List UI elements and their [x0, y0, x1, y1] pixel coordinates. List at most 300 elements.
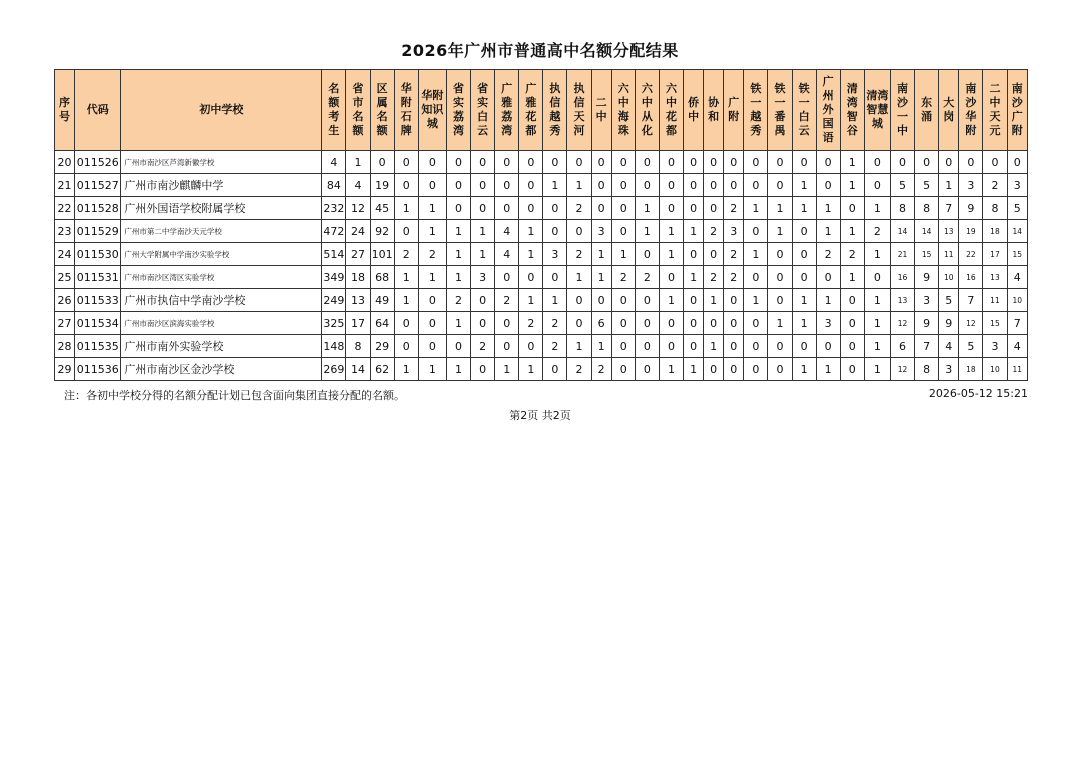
- cell-code: 011527: [75, 174, 121, 197]
- cell-value: 7: [959, 289, 983, 312]
- cell-value: 1: [543, 289, 567, 312]
- header-col: 省实荔湾: [446, 70, 470, 151]
- cell-value: 3: [983, 335, 1007, 358]
- cell-value: 0: [864, 174, 890, 197]
- cell-value: 68: [370, 266, 394, 289]
- cell-value: 2: [840, 243, 864, 266]
- cell-value: 0: [840, 312, 864, 335]
- cell-value: 11: [939, 243, 959, 266]
- header-col: 二中天元: [983, 70, 1007, 151]
- header-col: 华附石牌: [394, 70, 418, 151]
- cell-value: 17: [983, 243, 1007, 266]
- cell-value: 0: [744, 220, 768, 243]
- cell-value: 0: [704, 312, 724, 335]
- cell-seq: 23: [55, 220, 75, 243]
- cell-value: 0: [394, 220, 418, 243]
- cell-value: 0: [704, 197, 724, 220]
- header-col: 执信天河: [567, 70, 591, 151]
- cell-value: 0: [611, 197, 635, 220]
- header-col: 省市名额: [346, 70, 370, 151]
- cell-value: 11: [1007, 358, 1028, 381]
- cell-value: 0: [519, 197, 543, 220]
- cell-value: 0: [659, 335, 683, 358]
- table-row: [55, 358, 1028, 381]
- cell-value: 0: [635, 174, 659, 197]
- header-col: 广雅花都: [519, 70, 543, 151]
- cell-value: 12: [890, 312, 914, 335]
- cell-value: 13: [346, 289, 370, 312]
- header-col: 执信越秀: [543, 70, 567, 151]
- cell-value: 5: [890, 174, 914, 197]
- cell-value: 8: [346, 335, 370, 358]
- cell-value: 249: [322, 289, 346, 312]
- header-col: 六中从化: [635, 70, 659, 151]
- cell-value: 2: [816, 243, 840, 266]
- cell-school: 广州市执信中学南沙学校: [121, 289, 322, 312]
- cell-seq: 25: [55, 266, 75, 289]
- cell-value: 1: [792, 358, 816, 381]
- cell-value: 13: [939, 220, 959, 243]
- cell-value: 1: [792, 174, 816, 197]
- cell-value: 0: [591, 151, 611, 174]
- cell-value: 29: [370, 335, 394, 358]
- cell-value: 1: [519, 220, 543, 243]
- cell-value: 18: [346, 266, 370, 289]
- cell-value: 0: [659, 266, 683, 289]
- cell-value: 1: [567, 266, 591, 289]
- cell-value: 0: [591, 289, 611, 312]
- cell-value: 0: [768, 335, 792, 358]
- cell-value: 5: [1007, 197, 1028, 220]
- cell-value: 1: [816, 358, 840, 381]
- cell-value: 0: [591, 174, 611, 197]
- cell-value: 0: [939, 151, 959, 174]
- cell-value: 3: [543, 243, 567, 266]
- cell-value: 0: [724, 312, 744, 335]
- cell-value: 0: [611, 312, 635, 335]
- cell-value: 0: [768, 243, 792, 266]
- cell-value: 2: [704, 266, 724, 289]
- cell-value: 16: [890, 266, 914, 289]
- cell-value: 9: [939, 312, 959, 335]
- cell-value: 0: [744, 266, 768, 289]
- cell-value: 0: [724, 151, 744, 174]
- header-code: 代码: [75, 70, 121, 151]
- cell-value: 1: [792, 312, 816, 335]
- cell-value: 0: [471, 289, 495, 312]
- table-row: [55, 335, 1028, 358]
- cell-value: 1: [418, 266, 446, 289]
- cell-value: 325: [322, 312, 346, 335]
- cell-value: 1: [659, 220, 683, 243]
- cell-value: 13: [890, 289, 914, 312]
- table-row: [55, 174, 1028, 197]
- cell-value: 62: [370, 358, 394, 381]
- header-col: 清湾智谷: [840, 70, 864, 151]
- cell-value: 0: [890, 151, 914, 174]
- cell-value: 101: [370, 243, 394, 266]
- cell-value: 0: [635, 358, 659, 381]
- cell-value: 3: [1007, 174, 1028, 197]
- page-indicator: 第2页 共2页: [509, 409, 571, 422]
- header-col: 广雅荔湾: [495, 70, 519, 151]
- cell-value: 1: [446, 220, 470, 243]
- cell-value: 1: [864, 358, 890, 381]
- cell-value: 4: [495, 243, 519, 266]
- cell-value: 15: [983, 312, 1007, 335]
- cell-value: 0: [394, 174, 418, 197]
- cell-value: 1: [684, 358, 704, 381]
- cell-value: 0: [768, 358, 792, 381]
- header-col: 二中: [591, 70, 611, 151]
- cell-value: 0: [495, 151, 519, 174]
- cell-value: 0: [495, 174, 519, 197]
- cell-value: 21: [890, 243, 914, 266]
- cell-value: 1: [567, 174, 591, 197]
- cell-value: 1: [768, 312, 792, 335]
- cell-value: 0: [744, 335, 768, 358]
- cell-value: 24: [346, 220, 370, 243]
- cell-value: 2: [864, 220, 890, 243]
- cell-value: 2: [567, 358, 591, 381]
- cell-value: 4: [939, 335, 959, 358]
- cell-value: 4: [346, 174, 370, 197]
- header-col: 东涌: [915, 70, 939, 151]
- cell-value: 1: [543, 174, 567, 197]
- cell-value: 1: [744, 289, 768, 312]
- cell-code: 011536: [75, 358, 121, 381]
- cell-value: 1: [394, 266, 418, 289]
- cell-school: 广州市南沙麒麟中学: [121, 174, 322, 197]
- cell-value: 1: [744, 197, 768, 220]
- header-col: 名额考生: [322, 70, 346, 151]
- cell-value: 0: [495, 197, 519, 220]
- cell-value: 1: [346, 151, 370, 174]
- cell-value: 1: [418, 358, 446, 381]
- cell-school: 广州市南沙区滨海实验学校: [121, 312, 322, 335]
- table-row: [55, 243, 1028, 266]
- cell-value: 14: [1007, 220, 1028, 243]
- cell-value: 0: [611, 289, 635, 312]
- cell-value: 1: [394, 197, 418, 220]
- cell-school: 广州市南沙区芦湾新徽学校: [121, 151, 322, 174]
- cell-value: 0: [567, 151, 591, 174]
- cell-value: 1: [611, 243, 635, 266]
- cell-value: 22: [959, 243, 983, 266]
- cell-value: 0: [611, 335, 635, 358]
- cell-value: 3: [591, 220, 611, 243]
- cell-value: 4: [1007, 266, 1028, 289]
- header-col: 六中花都: [659, 70, 683, 151]
- cell-value: 2: [724, 197, 744, 220]
- cell-value: 0: [543, 220, 567, 243]
- cell-value: 0: [495, 335, 519, 358]
- cell-value: 0: [446, 335, 470, 358]
- cell-value: 0: [418, 312, 446, 335]
- table-row: [55, 312, 1028, 335]
- cell-value: 0: [724, 174, 744, 197]
- cell-value: 2: [471, 335, 495, 358]
- cell-value: 0: [446, 174, 470, 197]
- cell-value: 1: [495, 358, 519, 381]
- cell-seq: 28: [55, 335, 75, 358]
- cell-value: 92: [370, 220, 394, 243]
- cell-value: 0: [684, 151, 704, 174]
- cell-value: 0: [543, 151, 567, 174]
- cell-value: 0: [744, 151, 768, 174]
- cell-value: 0: [471, 358, 495, 381]
- table-body: [55, 151, 1028, 381]
- table-row: [55, 266, 1028, 289]
- table-row: [55, 197, 1028, 220]
- cell-value: 0: [744, 174, 768, 197]
- cell-value: 0: [840, 197, 864, 220]
- cell-school: 广州市南外实验学校: [121, 335, 322, 358]
- cell-value: 1: [840, 174, 864, 197]
- cell-value: 0: [792, 335, 816, 358]
- cell-value: 1: [519, 289, 543, 312]
- cell-value: 0: [840, 289, 864, 312]
- cell-value: 0: [543, 197, 567, 220]
- timestamp: 2026-05-12 15:21: [928, 387, 1028, 400]
- cell-value: 0: [792, 243, 816, 266]
- cell-value: 1: [864, 289, 890, 312]
- cell-value: 1: [864, 312, 890, 335]
- table-row: [55, 289, 1028, 312]
- cell-value: 0: [418, 151, 446, 174]
- header-seq: 序号: [55, 70, 75, 151]
- cell-value: 0: [684, 197, 704, 220]
- cell-value: 1: [394, 358, 418, 381]
- cell-value: 0: [370, 151, 394, 174]
- cell-value: 1: [567, 335, 591, 358]
- cell-value: 3: [724, 220, 744, 243]
- cell-value: 0: [471, 312, 495, 335]
- cell-value: 4: [1007, 335, 1028, 358]
- cell-value: 1: [635, 220, 659, 243]
- cell-value: 0: [704, 358, 724, 381]
- cell-value: 2: [394, 243, 418, 266]
- cell-value: 148: [322, 335, 346, 358]
- cell-value: 0: [543, 266, 567, 289]
- header-col: 大岗: [939, 70, 959, 151]
- cell-value: 0: [768, 266, 792, 289]
- cell-value: 4: [495, 220, 519, 243]
- cell-value: 472: [322, 220, 346, 243]
- cell-value: 0: [611, 358, 635, 381]
- cell-code: 011526: [75, 151, 121, 174]
- cell-value: 1: [704, 335, 724, 358]
- cell-value: 0: [816, 266, 840, 289]
- cell-value: 84: [322, 174, 346, 197]
- cell-value: 2: [635, 266, 659, 289]
- cell-value: 1: [418, 197, 446, 220]
- cell-value: 9: [959, 197, 983, 220]
- cell-value: 0: [816, 174, 840, 197]
- cell-value: 1: [792, 197, 816, 220]
- cell-code: 011528: [75, 197, 121, 220]
- cell-value: 9: [915, 266, 939, 289]
- cell-value: 1: [840, 151, 864, 174]
- cell-value: 0: [684, 335, 704, 358]
- cell-value: 2: [591, 358, 611, 381]
- cell-value: 0: [471, 174, 495, 197]
- cell-value: 1: [816, 289, 840, 312]
- cell-value: 0: [768, 289, 792, 312]
- cell-code: 011531: [75, 266, 121, 289]
- header-col: 华附知识城: [418, 70, 446, 151]
- cell-value: 0: [684, 312, 704, 335]
- cell-value: 0: [792, 266, 816, 289]
- cell-value: 0: [519, 174, 543, 197]
- cell-value: 514: [322, 243, 346, 266]
- cell-code: 011535: [75, 335, 121, 358]
- cell-value: 0: [446, 197, 470, 220]
- cell-value: 0: [519, 335, 543, 358]
- cell-school: 广州市南沙区湾区实验学校: [121, 266, 322, 289]
- cell-value: 0: [471, 197, 495, 220]
- table-header: [55, 70, 1028, 151]
- cell-value: 16: [959, 266, 983, 289]
- cell-value: 3: [959, 174, 983, 197]
- cell-value: 45: [370, 197, 394, 220]
- cell-value: 19: [370, 174, 394, 197]
- cell-value: 1: [394, 289, 418, 312]
- cell-value: 6: [890, 335, 914, 358]
- cell-value: 0: [659, 312, 683, 335]
- cell-value: 10: [939, 266, 959, 289]
- cell-value: 0: [704, 174, 724, 197]
- cell-value: 0: [768, 174, 792, 197]
- cell-value: 3: [471, 266, 495, 289]
- cell-value: 5: [915, 174, 939, 197]
- cell-value: 0: [611, 220, 635, 243]
- cell-seq: 27: [55, 312, 75, 335]
- cell-value: 2: [543, 312, 567, 335]
- cell-value: 11: [983, 289, 1007, 312]
- cell-value: 2: [724, 266, 744, 289]
- cell-value: 1: [704, 289, 724, 312]
- cell-value: 7: [1007, 312, 1028, 335]
- cell-value: 0: [659, 151, 683, 174]
- header-col: 铁一白云: [792, 70, 816, 151]
- cell-value: 2: [543, 335, 567, 358]
- cell-value: 2: [567, 243, 591, 266]
- cell-value: 1: [864, 243, 890, 266]
- cell-value: 1: [635, 197, 659, 220]
- cell-value: 1: [519, 243, 543, 266]
- cell-value: 1: [864, 197, 890, 220]
- cell-value: 1: [519, 358, 543, 381]
- cell-school: 广州市南沙区金沙学校: [121, 358, 322, 381]
- header-col: 广附: [724, 70, 744, 151]
- cell-value: 3: [816, 312, 840, 335]
- cell-value: 2: [567, 197, 591, 220]
- cell-value: 0: [635, 289, 659, 312]
- table-row: [55, 220, 1028, 243]
- cell-value: 0: [543, 358, 567, 381]
- cell-value: 5: [959, 335, 983, 358]
- cell-value: 1: [684, 220, 704, 243]
- cell-value: 5: [939, 289, 959, 312]
- cell-seq: 29: [55, 358, 75, 381]
- cell-value: 0: [915, 151, 939, 174]
- cell-value: 0: [704, 151, 724, 174]
- cell-value: 1: [591, 266, 611, 289]
- cell-value: 0: [519, 266, 543, 289]
- cell-value: 0: [659, 174, 683, 197]
- cell-value: 14: [915, 220, 939, 243]
- cell-value: 1: [659, 289, 683, 312]
- cell-value: 17: [346, 312, 370, 335]
- cell-value: 1: [684, 266, 704, 289]
- cell-value: 7: [915, 335, 939, 358]
- cell-value: 0: [1007, 151, 1028, 174]
- cell-value: 1: [471, 243, 495, 266]
- header-col: 省实白云: [471, 70, 495, 151]
- cell-value: 1: [591, 335, 611, 358]
- cell-value: 12: [346, 197, 370, 220]
- cell-school: 广州外国语学校附属学校: [121, 197, 322, 220]
- cell-value: 1: [840, 220, 864, 243]
- cell-value: 1: [816, 197, 840, 220]
- cell-value: 7: [939, 197, 959, 220]
- cell-value: 2: [611, 266, 635, 289]
- cell-value: 0: [684, 243, 704, 266]
- cell-value: 2: [704, 220, 724, 243]
- cell-value: 1: [446, 243, 470, 266]
- cell-value: 1: [471, 220, 495, 243]
- cell-value: 2: [446, 289, 470, 312]
- cell-value: 0: [495, 312, 519, 335]
- cell-value: 0: [495, 266, 519, 289]
- header-col: 南沙华附: [959, 70, 983, 151]
- cell-value: 49: [370, 289, 394, 312]
- cell-value: 0: [394, 151, 418, 174]
- cell-value: 0: [792, 220, 816, 243]
- cell-value: 0: [816, 151, 840, 174]
- cell-value: 1: [768, 220, 792, 243]
- cell-value: 3: [939, 358, 959, 381]
- cell-value: 0: [591, 197, 611, 220]
- header-col: 铁一越秀: [744, 70, 768, 151]
- cell-value: 0: [792, 151, 816, 174]
- cell-value: 0: [446, 151, 470, 174]
- cell-value: 1: [744, 243, 768, 266]
- cell-value: 9: [915, 312, 939, 335]
- cell-value: 8: [890, 197, 914, 220]
- allocation-table: [54, 69, 1028, 381]
- cell-value: 0: [840, 335, 864, 358]
- cell-value: 8: [915, 197, 939, 220]
- cell-value: 18: [983, 220, 1007, 243]
- cell-value: 0: [611, 151, 635, 174]
- cell-value: 1: [591, 243, 611, 266]
- cell-school: 广州大学附属中学南沙实验学校: [121, 243, 322, 266]
- cell-seq: 21: [55, 174, 75, 197]
- cell-value: 0: [768, 151, 792, 174]
- cell-value: 2: [519, 312, 543, 335]
- cell-value: 10: [1007, 289, 1028, 312]
- cell-value: 0: [864, 266, 890, 289]
- cell-value: 0: [983, 151, 1007, 174]
- cell-value: 0: [659, 197, 683, 220]
- cell-value: 64: [370, 312, 394, 335]
- cell-value: 14: [346, 358, 370, 381]
- cell-value: 1: [659, 243, 683, 266]
- cell-code: 011533: [75, 289, 121, 312]
- cell-value: 0: [635, 312, 659, 335]
